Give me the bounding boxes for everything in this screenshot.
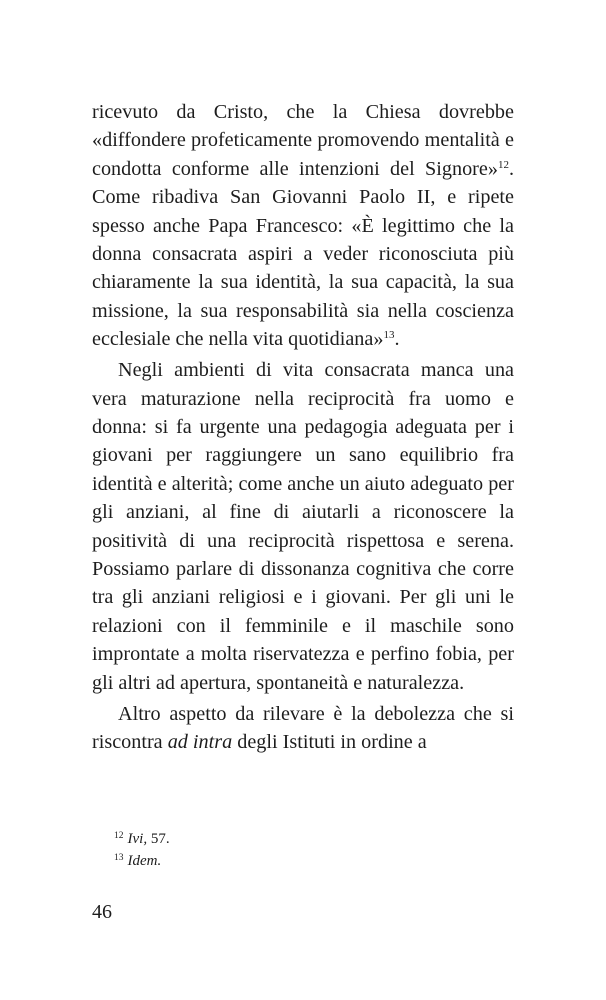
footnote-italic: Idem.	[127, 853, 162, 869]
paragraph-3-text-b: degli Istituti in ordine a	[232, 730, 427, 753]
page-number: 46	[92, 901, 112, 923]
footnote-12	[114, 828, 494, 850]
paragraph-3	[92, 700, 514, 757]
footnote-13	[114, 850, 494, 872]
footnotes	[114, 828, 494, 872]
footnote-reference-12: 12	[497, 158, 509, 171]
paragraph-1-text-a: ricevuto da Cristo, che la Chiesa dovrebbe «diffondere profeticamente promovendo mentalità e condotta conforme alle intenzioni del Signore»	[92, 101, 514, 180]
paragraph-3-italic: ad intra	[167, 730, 233, 753]
footnote-text: 57.	[147, 831, 170, 847]
paragraph-3-text-a: Altro aspetto da rilevare è la debolezza che si riscontra	[92, 702, 514, 753]
footnote-reference-13: 13	[383, 329, 395, 342]
footnote-italic: Ivi,	[127, 831, 148, 847]
paragraph-2: Negli ambienti di vita consacrata manca una vera maturazione nella reciprocità fra uomo e donna: si fa urgente una pedagogia adeguata per i giovani per raggiungere un sano equilibrio fra identità e alterità; come anche un aiuto adeguato per gli anziani, al fine di aiutarli a riconoscere la positività di una reciprocità rispettosa e serena. Possiamo parlare di dissonanza cognitiva che corre tra gli anziani religiosi e i giovani. Per gli uni le relazioni con il femminile e il maschile sono improntate a molta riservatezza e perfino fobia, per gli altri ad apertura, spontaneità e naturalezza.	[92, 359, 514, 694]
footnote-number: 13	[114, 853, 124, 863]
paragraph-1-text-c: .	[394, 328, 400, 351]
body-text	[92, 98, 514, 756]
paragraph-1	[92, 98, 514, 354]
footnote-number: 12	[114, 831, 124, 841]
paragraph-1-text-b: . Come ribadiva San Giovanni Paolo II, e ripete spesso anche Papa Francesco: «È legittimo che la donna consacrata aspiri a veder riconosciuta più chiaramente la sua identità, la sua capacità, la sua missione, la sua responsabilità sia nella coscienza ecclesiale che nella vita quotidiana»	[92, 157, 514, 351]
